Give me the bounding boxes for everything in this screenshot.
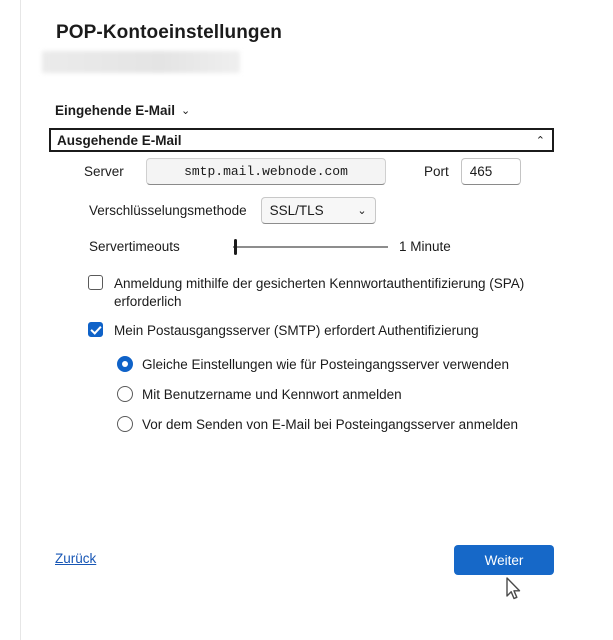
- timeout-label-wrap: [89, 239, 180, 254]
- auth-option-row-1[interactable]: [117, 386, 402, 402]
- port-label: Port: [424, 164, 449, 179]
- smtp-auth-checkbox[interactable]: [88, 322, 103, 337]
- encryption-select-value: SSL/TLS: [269, 203, 324, 218]
- encryption-label: Verschlüsselungsmethode: [89, 203, 247, 218]
- encryption-select[interactable]: [261, 197, 376, 224]
- server-label: Server: [84, 164, 124, 179]
- spa-checkbox-row[interactable]: [88, 275, 558, 311]
- section-header-outgoing-mail[interactable]: [49, 128, 554, 152]
- mouse-cursor-icon: [501, 575, 523, 603]
- auth-option-row-2[interactable]: [117, 416, 518, 432]
- spa-checkbox-label: Anmeldung mithilfe der gesicherten Kennwortauthentifizierung (SPA) erforderlich: [114, 276, 525, 309]
- left-rail: [0, 0, 21, 640]
- auth-option-radio-1[interactable]: [117, 386, 133, 402]
- server-timeout-slider-track[interactable]: [233, 246, 388, 248]
- auth-option-radio-0[interactable]: [117, 356, 133, 372]
- next-button[interactable]: Weiter: [454, 545, 554, 575]
- server-timeout-label: Servertimeouts: [89, 239, 180, 254]
- smtp-auth-checkbox-label: Mein Postausgangsserver (SMTP) erfordert Authentifizierung: [114, 323, 479, 338]
- server-input[interactable]: smtp.mail.webnode.com: [146, 158, 386, 185]
- chevron-down-icon: ⌄: [181, 105, 191, 117]
- server-timeout-value: 1 Minute: [399, 239, 451, 254]
- pop-account-settings-panel: [21, 0, 613, 640]
- smtp-auth-checkbox-row[interactable]: [88, 322, 558, 340]
- auth-option-label-0: Gleiche Einstellungen wie für Posteingangsserver verwenden: [142, 356, 509, 372]
- redacted-account-field: [42, 51, 240, 73]
- section-header-incoming-mail[interactable]: [55, 103, 190, 118]
- auth-option-row-0[interactable]: [117, 356, 509, 372]
- auth-option-label-1: Mit Benutzername und Kennwort anmelden: [142, 386, 402, 402]
- section-label-outgoing: Ausgehende E-Mail: [57, 132, 182, 148]
- auth-option-label-2: Vor dem Senden von E-Mail bei Posteingangsserver anmelden: [142, 416, 518, 432]
- chevron-up-icon: ⌃: [535, 134, 545, 147]
- server-timeout-slider-thumb[interactable]: [234, 239, 237, 255]
- section-label-incoming: Eingehende E-Mail: [55, 103, 176, 118]
- spa-checkbox[interactable]: [88, 275, 103, 290]
- chevron-down-icon: ⌄: [357, 205, 367, 217]
- back-link[interactable]: Zurück: [55, 551, 97, 566]
- auth-option-radio-2[interactable]: [117, 416, 133, 432]
- port-input[interactable]: 465: [461, 158, 521, 185]
- page-title: POP-Kontoeinstellungen: [56, 22, 282, 43]
- encryption-row: [89, 197, 376, 224]
- server-row: [84, 158, 521, 185]
